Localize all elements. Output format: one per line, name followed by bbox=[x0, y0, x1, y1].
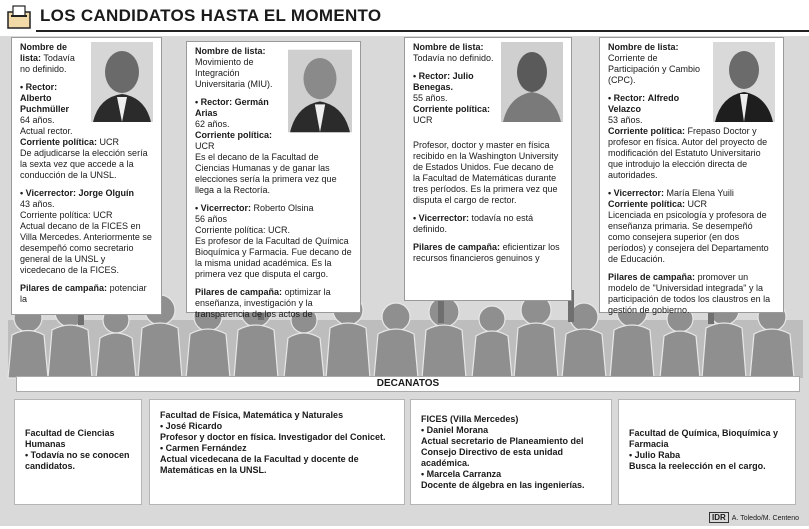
pillars-label: Pilares de campaña: bbox=[413, 242, 501, 252]
list-label: Nombre de lista: bbox=[413, 42, 484, 52]
rector-party: Frepaso bbox=[687, 126, 721, 136]
rector-description: Es el decano de la Facultad de Ciencias Humanas y de ganar las elecciones sería la primera vez que llega a la Rectoría. bbox=[195, 152, 337, 195]
pillars-label: Pilares de campaña: bbox=[608, 272, 696, 282]
credit-authors: A. Toledo/M. Centeno bbox=[731, 515, 799, 522]
rector-party: UCR bbox=[99, 137, 120, 147]
ballot-box-icon bbox=[6, 4, 34, 30]
list-name: Corriente de Participación y Cambio (CPC). bbox=[608, 53, 701, 85]
party-label: Corriente política: bbox=[20, 137, 98, 147]
party-label: Corriente política: bbox=[608, 126, 686, 136]
candidate-photo bbox=[91, 42, 153, 122]
vice-party: Corriente política: UCR. bbox=[195, 225, 291, 235]
candidate-line: • Todavía no se conocen candidatos. bbox=[25, 450, 130, 471]
candidate-line: • Julio Raba bbox=[629, 450, 681, 460]
decanato-card-1 bbox=[14, 399, 142, 505]
rector-description: De adjudicarse la elección sería la sexta vez que accede a la conducción de la UNSL. bbox=[20, 148, 148, 180]
list-name: Movimiento de Integración Universitaria (MIU). bbox=[195, 57, 273, 89]
rector-age: 64 años. bbox=[20, 115, 55, 125]
rector-party: UCR bbox=[195, 141, 215, 151]
rector-party: UCR bbox=[413, 115, 433, 125]
faculty-name: Facultad de Ciencias Humanas bbox=[25, 428, 115, 449]
vice-party: Corriente política: UCR bbox=[20, 210, 113, 220]
vice-label: • Vicerrector: bbox=[20, 188, 77, 198]
list-name: Todavía no definido. bbox=[20, 53, 75, 74]
vice-age: 43 años. bbox=[20, 199, 55, 209]
rector-label: • Rector: bbox=[413, 71, 451, 81]
rector-label: • Rector: bbox=[195, 97, 233, 107]
faculty-name: Facultad de Química, Bioquímica y Farmacia bbox=[629, 428, 779, 449]
candidate-line: • Carmen Fernández bbox=[160, 443, 247, 453]
credit bbox=[709, 512, 799, 523]
decanato-card-3 bbox=[410, 399, 612, 505]
candidate-photo bbox=[288, 46, 352, 136]
vice-party: UCR bbox=[687, 199, 708, 209]
party-label: Corriente política: bbox=[413, 104, 491, 114]
candidate-card-2 bbox=[186, 41, 361, 319]
pillars-text: promover un modelo de "Universidad integrada" y la participación de todos los claustros en la gestión de gobierno. bbox=[608, 272, 771, 315]
candidate-card-3 bbox=[404, 37, 572, 301]
vice-label: • Vicerrector: bbox=[195, 203, 252, 213]
pillars-text: optimizar la enseñanza, investigación y la transparencia de los actos de bbox=[195, 287, 331, 319]
candidate-description: Actual secretario de Planeamiento del Consejo Directivo de esta unidad académica. bbox=[421, 436, 584, 468]
decanato-card-4 bbox=[618, 399, 796, 505]
vice-name: Jorge Olguín bbox=[78, 188, 135, 198]
rector-description: Actual rector. bbox=[20, 126, 73, 136]
candidate-line: • Daniel Morana bbox=[421, 425, 489, 435]
candidate-description: Actual vicedecana de la Facultad y docente de Matemáticas en la UNSL. bbox=[160, 454, 359, 475]
rector-age: 53 años. bbox=[608, 115, 643, 125]
rector-name: Julio Benegas. bbox=[413, 71, 474, 92]
rector-age: 62 años. bbox=[195, 119, 230, 129]
list-label: Nombre de lista: bbox=[608, 42, 679, 52]
party-label: Corriente política: bbox=[195, 130, 273, 140]
candidate-line: • José Ricardo bbox=[160, 421, 223, 431]
decanatos-heading: DECANATOS bbox=[16, 376, 800, 392]
rector-name: Alfredo Velazco bbox=[608, 93, 680, 114]
vice-name: Roberto Olsina bbox=[253, 203, 314, 213]
faculty-name: FICES (Villa Mercedes) bbox=[421, 414, 519, 424]
candidate-photo bbox=[713, 42, 775, 122]
rector-label: • Rector: bbox=[608, 93, 646, 103]
list-name: Todavía no definido. bbox=[413, 53, 494, 63]
pillars-label: Pilares de campaña: bbox=[20, 283, 108, 293]
candidate-photo bbox=[501, 42, 563, 122]
vice-age: 56 años bbox=[195, 214, 228, 224]
candidate-description: Docente de álgebra en las ingenierías. bbox=[421, 480, 585, 490]
list-label: Nombre de lista: bbox=[20, 42, 68, 63]
rector-age: 55 años. bbox=[413, 93, 448, 103]
page-title: LOS CANDIDATOS HASTA EL MOMENTO bbox=[40, 6, 382, 25]
rector-description: Profesor, doctor y master en física recibido en la Washington University de Estados Unidos. Fue decano de la Facultad de Matemáticas durante tres períodos. Es la primera vez que disputa el cargo de rector. bbox=[413, 140, 559, 205]
decanato-card-2 bbox=[149, 399, 405, 505]
list-label: Nombre de lista: bbox=[195, 46, 266, 56]
vice-description: Es profesor de la Facultad de Química Bioquímica y Farmacia. Fue decano de la misma unidad académica. Es la primera vez que disputa el cargo. bbox=[195, 236, 352, 279]
header bbox=[0, 0, 809, 34]
party-label: Corriente política: bbox=[608, 199, 686, 209]
rector-description: Doctor y profesor en física. Autor del proyecto de modificación del Estatuto Universitario que introdujo la elección directa de autoridades. bbox=[608, 126, 768, 180]
candidate-line: • Marcela Carranza bbox=[421, 469, 502, 479]
title-rule bbox=[36, 30, 809, 32]
rector-name: Germán Arias bbox=[195, 97, 269, 118]
rector-name: Alberto Puchmüller bbox=[20, 93, 70, 114]
vice-description: Actual decano de la FICES en Villa Mercedes. Anteriormente se desempeñó como secretario general de la UNSL y vicedecano de la FICES. bbox=[20, 221, 152, 275]
candidate-card-4 bbox=[599, 37, 784, 313]
pillars-text: potenciar la bbox=[20, 283, 147, 304]
faculty-name: Facultad de Física, Matemática y Naturales bbox=[160, 410, 344, 420]
agency-logo: IDR bbox=[709, 512, 729, 523]
candidate-description: Busca la reelección en el cargo. bbox=[629, 461, 766, 471]
rector-label: • Rector: bbox=[20, 82, 58, 92]
pillars-text: eficientizar los recursos financieros genuinos y bbox=[413, 242, 560, 263]
candidate-card-1 bbox=[11, 37, 162, 315]
vice-label: • Vicerrector: bbox=[608, 188, 665, 198]
vice-description: Licenciada en psicología y profesora de enseñanza primaria. Se desempeñó como consejera superior (en dos períodos) y consejera del Departamento de Educación. bbox=[608, 210, 769, 264]
candidate-description: Profesor y doctor en física. Investigador del Conicet. bbox=[160, 432, 386, 442]
vice-name: todavía no está definido. bbox=[413, 213, 534, 234]
vice-name: María Elena Yuili bbox=[666, 188, 734, 198]
pillars-label: Pilares de campaña: bbox=[195, 287, 283, 297]
vice-label: • Vicerrector: bbox=[413, 213, 470, 223]
